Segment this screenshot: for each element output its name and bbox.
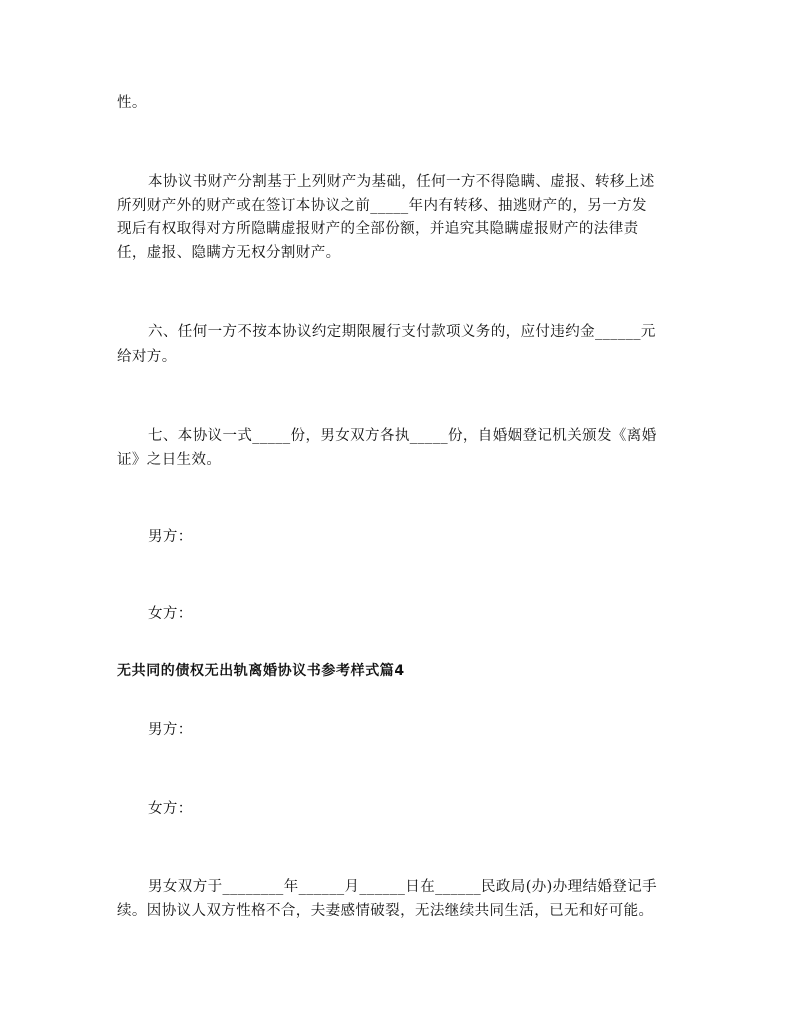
section-heading: 无共同的债权无出轨离婚协议书参考样式篇4 — [117, 663, 405, 679]
text-line: 给对方。 — [117, 349, 177, 365]
text-line: 任，虚报、隐瞒方无权分割财产。 — [117, 245, 341, 261]
text-line: 证》之日生效。 — [117, 452, 222, 468]
signature-male-label: 男方： — [148, 722, 193, 738]
text-line: 性。 — [117, 95, 147, 111]
text-line: 六、任何一方不按本协议约定期限履行支付款项义务的，应付违约金______元 — [148, 324, 656, 340]
text-line: 七、本协议一式_____份，男女双方各执_____份，自婚姻登记机关颁发《离婚 — [148, 428, 657, 444]
text-line: 男女双方于________年______月______日在______民政局(办)办理结婚登记手 — [148, 879, 658, 895]
text-line: 现后有权取得对方所隐瞒虚报财产的全部份额，并追究其隐瞒虚报财产的法律责 — [117, 221, 639, 237]
signature-female-label: 女方： — [148, 801, 193, 817]
text-line: 所列财产外的财产或在签订本协议之前_____年内有转移、抽逃财产的，另一方发 — [117, 198, 647, 214]
text-line: 本协议书财产分割基于上列财产为基础，任何一方不得隐瞒、虚报、转移上述 — [148, 174, 655, 190]
signature-female-label: 女方： — [148, 606, 193, 622]
signature-male-label: 男方： — [148, 529, 193, 545]
text-line: 续。因协议人双方性格不合，夫妻感情破裂，无法继续共同生活，已无和好可能。 — [117, 903, 654, 919]
